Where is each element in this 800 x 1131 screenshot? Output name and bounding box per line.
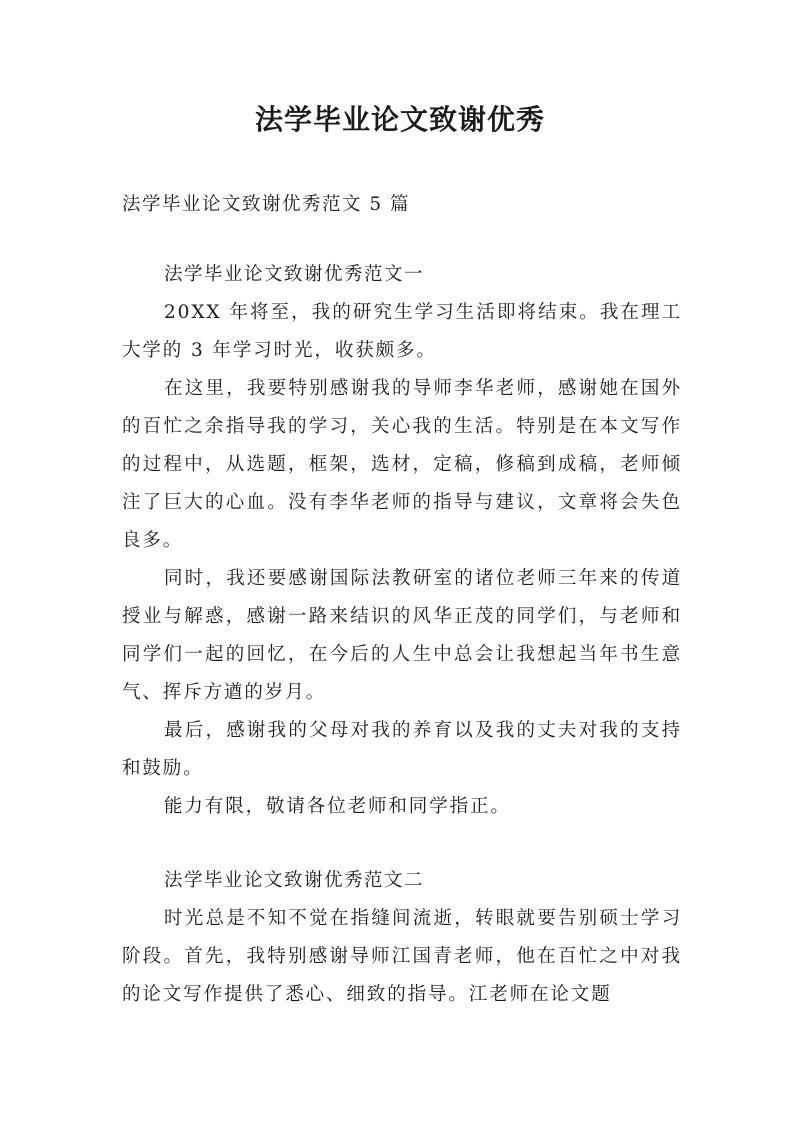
section-heading: 法学毕业论文致谢优秀范文二: [164, 870, 425, 891]
section-heading: 法学毕业论文致谢优秀范文一: [164, 264, 425, 285]
essay-section-2: [122, 862, 682, 1014]
document-subtitle: 法学毕业论文致谢优秀范文 5 篇: [122, 194, 411, 215]
essay-section-1: [122, 256, 682, 826]
paragraph: 在这里，我要特别感谢我的导师李华老师，感谢她在国外的百忙之余指导我的学习，关心我的生活。特别是在本文写作的过程中，从选题，框架，选材，定稿，修稿到成稿，老师倾注了巨大的心血。没有李华老师的指导与建议，文章将会失色良多。: [122, 378, 682, 551]
paragraph: 能力有限，敬请各位老师和同学指正。: [164, 796, 511, 817]
paragraph: 最后，感谢我的父母对我的养育以及我的丈夫对我的支持和鼓励。: [122, 720, 682, 779]
page-title: 法学毕业论文致谢优秀: [254, 103, 545, 136]
paragraph: 同时，我还要感谢国际法教研室的诸位老师三年来的传道授业与解惑，感谢一路来结识的风华正茂的同学们，与老师和同学们一起的回忆，在今后的人生中总会让我想起当年书生意气、挥斥方遒的岁月。: [122, 568, 682, 703]
paragraph: 时光总是不知不觉在指缝间流逝，转眼就要告别硕士学习阶段。首先，我特别感谢导师江国青老师，他在百忙之中对我的论文写作提供了悉心、细致的指导。江老师在论文题: [122, 908, 682, 1005]
paragraph: 20XX 年将至，我的研究生学习生活即将结束。我在理工大学的 3 年学习时光，收获颇多。: [122, 302, 682, 361]
